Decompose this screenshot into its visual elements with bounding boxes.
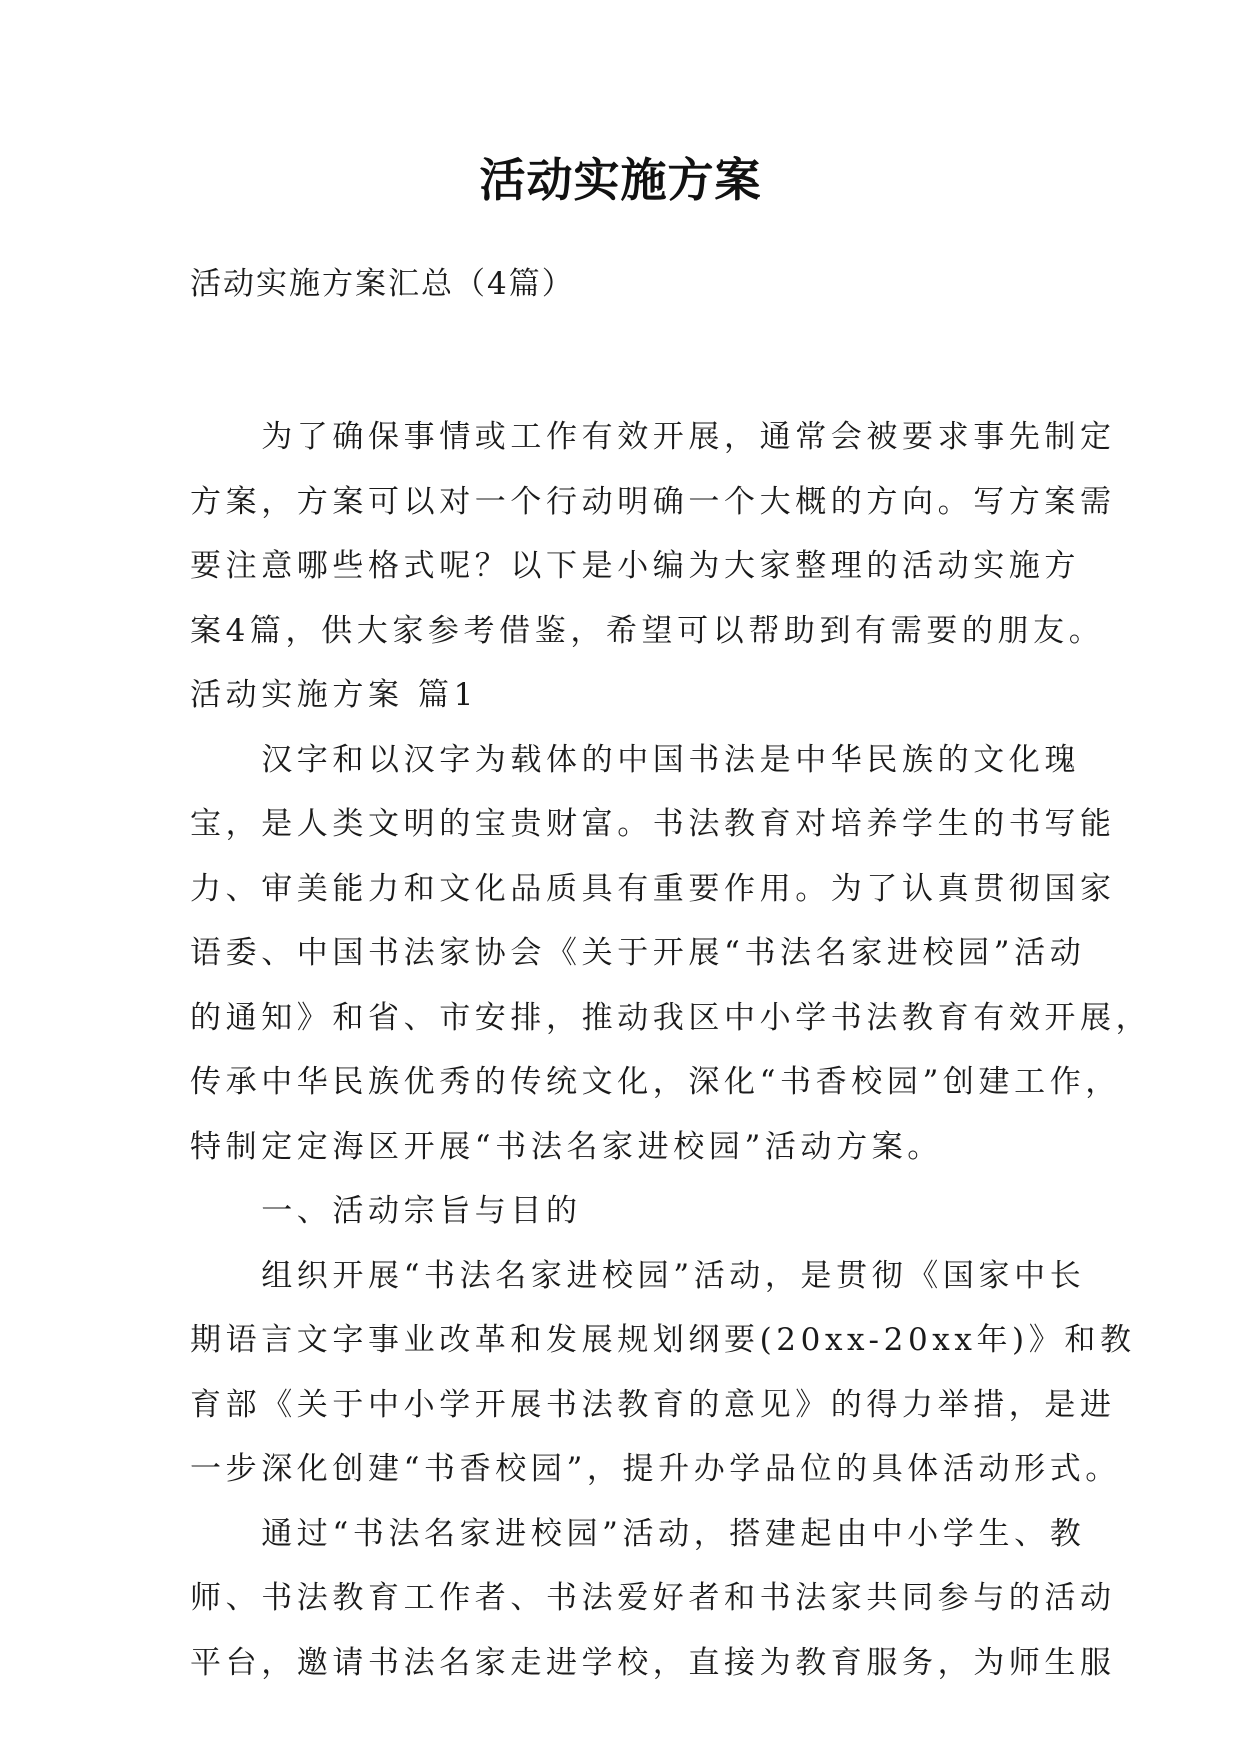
section-heading-piece-1: 活动实施方案 篇1 xyxy=(190,677,478,713)
section-heading-purpose: 一、活动宗旨与目的 xyxy=(190,1193,582,1229)
body-line: 方案，方案可以对一个行动明确一个大概的方向。写方案需 xyxy=(190,483,1116,520)
body-line: 期语言文字事业改革和发展规划纲要(20xx-20xx年)》和教 xyxy=(190,1322,1136,1358)
body-line: 师、书法教育工作者、书法爱好者和书法家共同参与的活动 xyxy=(190,1580,1116,1616)
body-line: 汉字和以汉字为载体的中国书法是中华民族的文化瑰 xyxy=(190,741,1080,778)
body-line: 组织开展“书法名家进校园”活动，是贯彻《国家中长 xyxy=(190,1257,1086,1294)
document-title: 活动实施方案 xyxy=(479,153,762,207)
body-line: 传承中华民族优秀的传统文化，深化“书香校园”创建工作， xyxy=(190,1064,1121,1100)
body-line: 育部《关于中小学开展书法教育的意见》的得力举措，是进 xyxy=(190,1386,1116,1423)
body-line: 平台，邀请书法名家走进学校，直接为教育服务，为师生服 xyxy=(190,1644,1116,1681)
body-line: 语委、中国书法家协会《关于开展“书法名家进校园”活动 xyxy=(190,935,1086,971)
body-line: 一步深化创建“书香校园”，提升办学品位的具体活动形式。 xyxy=(190,1451,1121,1487)
body-line: 宝，是人类文明的宝贵财富。书法教育对培养学生的书写能 xyxy=(190,806,1116,842)
document-subtitle: 活动实施方案汇总（4篇） xyxy=(190,266,575,302)
body-line: 特制定定海区开展“书法名家进校园”活动方案。 xyxy=(190,1128,943,1165)
body-line: 力、审美能力和文化品质具有重要作用。为了认真贯彻国家 xyxy=(190,870,1116,907)
body-line: 的通知》和省、市安排，推动我区中小学书法教育有效开展， xyxy=(190,999,1152,1036)
body-line: 要注意哪些格式呢？以下是小编为大家整理的活动实施方 xyxy=(190,548,1080,584)
body-line: 通过“书法名家进校园”活动，搭建起由中小学生、教 xyxy=(190,1515,1086,1552)
body-line: 案4篇，供大家参考借鉴，希望可以帮助到有需要的朋友。 xyxy=(190,612,1105,649)
body-line: 为了确保事情或工作有效开展，通常会被要求事先制定 xyxy=(190,419,1116,455)
document-body xyxy=(190,405,1152,1695)
